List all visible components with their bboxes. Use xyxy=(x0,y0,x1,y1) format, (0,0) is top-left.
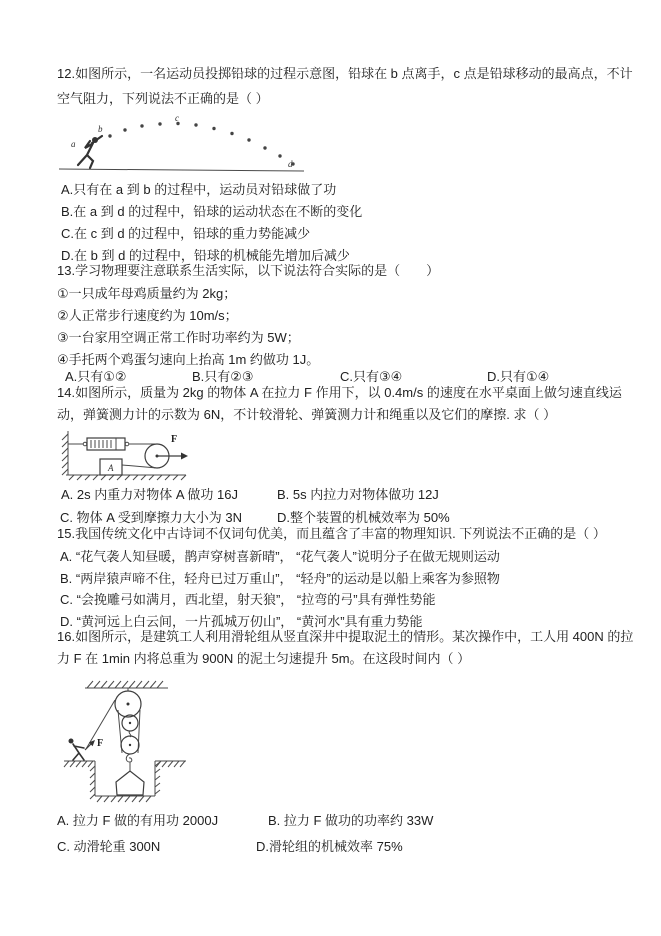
q16-option-b: B. 拉力 F 做功的功率约 33W xyxy=(268,813,434,828)
wall-hatching xyxy=(62,434,68,475)
shot-put-figure xyxy=(57,115,307,179)
q14-stem: 14.如图所示，质量为 2kg 的物体 A 在拉力 F 作用下，以 0.4m/s 的速度在水平桌面上做匀速直线运动，弹簧测力计的示数为 6N，不计较滑轮、弹簧测力计和绳重以及它们的摩擦. 求（ ） xyxy=(57,385,622,422)
ground-right-hatching xyxy=(156,761,185,767)
q13-items xyxy=(57,283,319,371)
hook xyxy=(126,754,132,771)
q13-option-a: A.只有①② xyxy=(65,369,127,384)
q14-option-b: B. 5s 内拉力对物体做功 12J xyxy=(277,487,439,502)
q13-option-d: D.只有①④ xyxy=(487,369,550,384)
athlete-stick-figure xyxy=(78,136,102,168)
q15-stem: 15.我国传统文化中古诗词不仅词句优美，而且蕴含了丰富的物理知识. 下列说法不正确的是（ ） xyxy=(57,526,606,541)
q15-option-b: B. “两岸猿声啼不住，轻舟已过万重山”， “轻舟”的运动是以船上乘客为参照物 xyxy=(60,570,500,586)
scale-right-hook xyxy=(125,442,129,446)
trajectory-dots xyxy=(108,122,294,166)
table-hatching xyxy=(69,475,186,480)
ground-line xyxy=(59,169,304,171)
block-a-label: A xyxy=(108,463,114,473)
well-pulley-figure xyxy=(60,678,188,810)
q13-item-3: ③一台家用空调正常工作时功率约为 5W； xyxy=(57,330,300,345)
well-bottom-hatching xyxy=(97,796,151,802)
q16-stem: 16.如图所示，是建筑工人利用滑轮组从竖直深井中提取泥土的情形。某次操作中，工人用 400N 的拉力 F 在 1min 内将总重为 900N 的泥土匀速提升 5m。在这段时间内（ ） xyxy=(57,629,634,666)
q16-option-d: D.滑轮组的机械效率 75% xyxy=(256,839,403,854)
q16-option-c: C. 动滑轮重 300N xyxy=(57,839,161,854)
scale-left-hook xyxy=(83,442,87,446)
force-f-label: F xyxy=(171,434,178,445)
q16-option-a: A. 拉力 F 做的有用功 2000J xyxy=(57,813,219,828)
q12-options xyxy=(61,179,362,267)
q13-stem: 13.学习物理要注意联系生活实际，以下说法符合实际的是（ ） xyxy=(57,263,440,278)
ground-left-hatching xyxy=(64,761,93,767)
q14-option-a: A. 2s 内重力对物体 A 做功 16J xyxy=(61,487,238,502)
block-a xyxy=(100,459,122,475)
q13-item-4: ④手托两个鸡蛋匀速向上抬高 1m 约做功 1J。 xyxy=(57,352,320,367)
q12-stem: 12.如图所示，一名运动员投掷铅球的过程示意图，铅球在 b 点离手，c 点是铅球移动的最高点，不计空气阻力，下列说法不正确的是（ ） xyxy=(57,66,633,106)
spring-pulley-figure xyxy=(58,429,188,481)
ceiling-hatching xyxy=(87,681,163,688)
q12-option-d: D.在 b 到 d 的过程中，铅球的机械能先增加后减少 xyxy=(61,248,350,263)
well-wall-right-hatching xyxy=(155,762,160,794)
q15-option-a: A. “花气袭人知昼暖，鹊声穿树喜新晴”， “花气袭人”说明分子在做无规则运动 xyxy=(60,549,500,564)
q14-option-d: D.整个装置的机械效率为 50% xyxy=(277,510,450,525)
point-c-label: c xyxy=(175,113,179,123)
q13-item-1: ①一只成年母鸡质量约为 2kg； xyxy=(57,286,237,301)
point-d-label: d xyxy=(288,159,293,169)
fixed-pulley xyxy=(115,691,141,717)
point-a-label: a xyxy=(71,139,76,149)
q12-option-a: A.只有在 a 到 b 的过程中，运动员对铅球做了功 xyxy=(61,182,337,197)
point-b-label: b xyxy=(98,124,103,134)
q15-option-d: D. “黄河远上白云间，一片孤城万仞山”， “黄河水”具有重力势能 xyxy=(60,613,423,629)
spring-scale xyxy=(87,438,125,450)
bucket xyxy=(116,771,144,795)
movable-pulley-bottom xyxy=(121,736,139,754)
q12-option-c: C.在 c 到 d 的过程中，铅球的重力势能减少 xyxy=(61,226,311,241)
q13-option-c: C.只有③④ xyxy=(340,369,403,384)
q14-option-c: C. 物体 A 受到摩擦力大小为 3N xyxy=(60,510,243,525)
q15-option-c: C. “会挽雕弓如满月，西北望，射天狼”， “拉弯的弓”具有弹性势能 xyxy=(60,592,436,607)
force-f-label: F xyxy=(97,738,104,749)
worker-stick-figure xyxy=(69,739,85,761)
force-arrow xyxy=(157,453,188,460)
q12-option-b: B.在 a 到 d 的过程中，铅球的运动状态在不断的变化 xyxy=(61,204,363,219)
q13-option-b: B.只有②③ xyxy=(192,369,254,384)
q13-item-2: ②人正常步行速度约为 10m/s； xyxy=(57,308,238,323)
well-wall-left-hatching xyxy=(90,766,95,799)
q15-options xyxy=(60,546,500,632)
